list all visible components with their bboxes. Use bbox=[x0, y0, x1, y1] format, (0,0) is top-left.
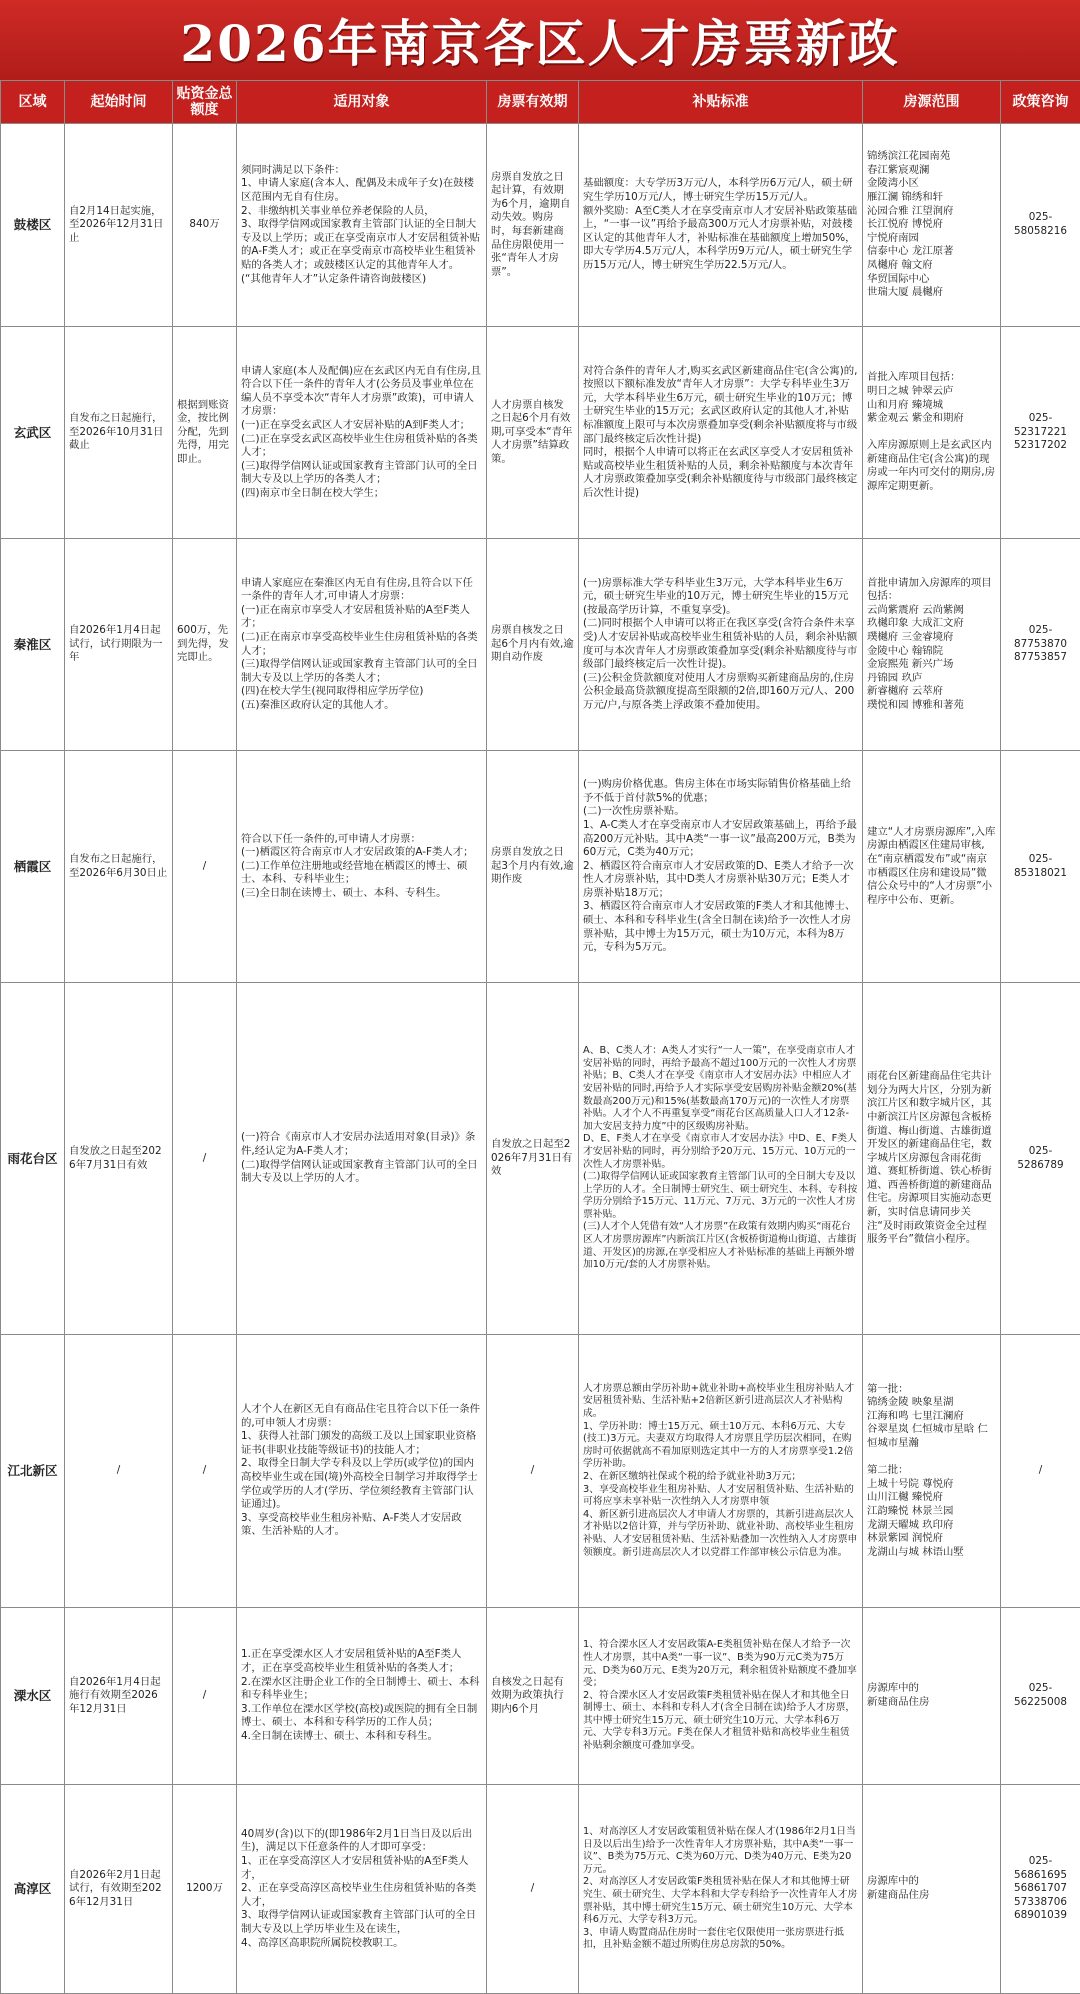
start-cell: 自2月14日起实施，至2026年12月31日止 bbox=[65, 124, 173, 327]
subsidy-cell: 基础额度：大专学历3万元/人，本科学历6万元/人，硕士研究生学历10万元/人，博士研究生学历15万元/人。 额外奖励：A至C类人才在享受南京市人才安居补贴政策基础上，“一事一议”再给予最高300万元人才房票补贴，对鼓楼区认定的其他青年人才，补贴标准在基础额度上增加50%，即大专学历4.5万元/人，本科学历9万元/人，硕士研究生学历15万元/人，博士研究生学历22.5万元/人。 bbox=[579, 124, 863, 327]
housing-cell: 建立“人才房票房源库”,入库房源由栖霞区住建局审核,在“南京栖霞发布”或“南京市栖霞区住房和建设局”微信公众号中的“人才房票”小程序中公布、更新。 bbox=[863, 751, 1001, 983]
start-cell: 自发布之日起施行，至2026年10月31日截止 bbox=[65, 327, 173, 539]
header-contact: 政策咨询 bbox=[1001, 81, 1080, 124]
start-cell: 自2026年2月1日起试行，有效期至2026年12月31日 bbox=[65, 1785, 173, 1994]
start-cell: 自发放之日起至2026年7月31日有效 bbox=[65, 983, 173, 1335]
housing-cell: 首批申请加入房源库的项目包括： 云尚紫震府 云尚紫阙 玖樾印象 大成汇文府 璞樾府 三金睿境府 金陵中心 翰锦院 金宸熙苑 新兴广场 丹锦园 玖庐 新睿樾府 云萃府 璞悦和园 博雅和著苑 bbox=[863, 539, 1001, 751]
housing-cell: 房源库中的 新建商品住房 bbox=[863, 1785, 1001, 1994]
contact-cell: 025- 87753870 87753857 bbox=[1001, 539, 1080, 751]
target-cell: 须同时满足以下条件： 1、申请人家庭(含本人、配偶及未成年子女)在鼓楼区范围内无自有住房。 2、非缴纳机关事业单位养老保险的人员， 3、取得学信网或国家教育主管部门认证的全日制大专及以上学历；或正在享受南京市人才安居租赁补贴的A-F类人才；或正在享受南京市高校毕业生租赁补贴的各类人才；或鼓楼区认定的其他青年人才。 (“其他青年人才”认定条件请咨询鼓楼区) bbox=[237, 124, 487, 327]
header-fund-total: 贴资金总额度 bbox=[173, 81, 237, 124]
district-cell: 玄武区 bbox=[1, 327, 65, 539]
validity-cell: / bbox=[487, 1785, 579, 1994]
table-row bbox=[1, 1335, 1080, 1608]
fund-cell: 根据到账资金，按比例分配，先到先得，用完即止。 bbox=[173, 327, 237, 539]
table-row bbox=[1, 327, 1080, 539]
subsidy-cell: A、B、C类人才：A类人才实行“一人一策”，在享受南京市人才安居补贴的同时，再给予最高不超过100万元的一次性人才房票补贴；B、C类人才在享受《南京市人才安居办法》中相应人才安居补贴的同时,再给予人才实际享受安居购房补贴金额20%(基数最高200万元)和15%(基数最高170万元)的一次性人才房票补贴。人才个人不再重复享受“雨花台区高质量人口人才12条-加大安居支持力度”中的区级购房补贴。 D、E、F类人才在享受《南京市人才安居办法》中D、E、F类人才安居补贴的同时，再分别给予20万元、15万元、10万元的一次性人才房票补贴。 (二)取得学信网认证或国家教育主管部门认可的全日制大专及以上学历的人才。全日制博士研究生、硕士研究生、本科、专科按学历分别给予15万元、11万元、7万元、3万元的一次性人才房票补贴。 (三)人才个人凭借有效“人才房票”在政策有效期内购买“雨花台区人才房票房源库”内新滨江片区(含板桥街道梅山街道、古雄街道、开发区)的房源,在享受相应人才补贴标准的基础上再额外增加10万元/套的人才房票补贴。 bbox=[579, 983, 863, 1335]
header-validity: 房票有效期 bbox=[487, 81, 579, 124]
header-target: 适用对象 bbox=[237, 81, 487, 124]
contact-cell: 025- 5286789 bbox=[1001, 983, 1080, 1335]
fund-cell: / bbox=[173, 1335, 237, 1608]
housing-cell: 第一批： 锦绣金陵 映象星湖 江海和鸣 七里江澜府 谷翠星岚 仁恒城市星晗 仁恒城市星瀚 第二批： 上城十号院 尊悦府 山川江樾 臻悦府 江韵臻悦 林景兰园 龙湖天曜城 玖印府 林景紫园 润悦府 龙湖山与城 林语山墅 bbox=[863, 1335, 1001, 1608]
subsidy-cell: 对符合条件的青年人才,购买玄武区新建商品住宅(含公寓)的,按照以下额标准发放“青年人才房票”：大学专科毕业生3万元，大学本科毕业生6万元，硕士研究生毕业的10万元；博士研究生毕业的15万元；玄武区政府认定的其他人才,补贴标准额度上限可与本次房票叠加享受(剩余补贴额度将与市级部门最终核定后次性计提) 同时，根据个人申请可以将正在玄武区享受人才安居租赁补贴或高校毕业生租赁补贴的人员，剩余补贴额度与本次青年人才房票政策叠加享受(剩余补贴额度待与市级部门最终核定后次性计提) bbox=[579, 327, 863, 539]
start-cell: 自2026年1月4日起试行，试行期限为一年 bbox=[65, 539, 173, 751]
subsidy-cell: 人才房票总额由学历补助+就业补助+高校毕业生租房补贴人才安居租赁补贴、生活补贴+2倍新区新引进高层次人才补贴构成。 1、学历补助：博士15万元、硕士10万元、本科6万元、大专(技工)3万元。夫妻双方均取得人才房票且学历层次相同，在购房时可依据就高不看加原则选定其中一方的人才房票享受1.2倍学历补助。 2、在新区缴纳社保或个税的给予就业补助3万元； 3、享受高校毕业生租房补贴、人才安居租赁补贴、生活补贴的可将应享未享补贴一次性纳入人才房票申领 4、新区新引进高层次人才申请人才房票的，其新引进高层次人才补贴以2倍计算，并与学历补助、就业补助、高校毕业生租房补贴、人才安居租赁补贴、生活补贴叠加一次性纳入人才房票申领额度。新引进高层次人才以党群工作部审核公示信息为准。 bbox=[579, 1335, 863, 1608]
validity-cell: 人才房票自核发之日起6个月有效期,可享受本“青年人才房票”结算政策。 bbox=[487, 327, 579, 539]
target-cell: 符合以下任一条件的,可申请人才房票： (一)栖霞区符合南京市人才安居政策的A-F类人才； (二)工作单位注册地或经营地在栖霞区的博士、硕士、本科、专科毕业生； (三)全日制在读博士、硕士、本科、专科生。 bbox=[237, 751, 487, 983]
fund-cell: 840万 bbox=[173, 124, 237, 327]
housing-cell: 锦绣滨江花园南苑 春江紫宸观澜 金陵湾小区 雁江澜 锦绣和轩 沁园合雅 江望润府 长江悦府 博悦府 宁悦府南园 信泰中心 龙江原著 凤樾府 翰文府 华贸国际中心 世瑞大厦 晨樾府 bbox=[863, 124, 1001, 327]
title-banner bbox=[0, 0, 1080, 80]
fund-cell: / bbox=[173, 1608, 237, 1785]
district-cell: 鼓楼区 bbox=[1, 124, 65, 327]
validity-cell: 房票自发放之日起计算，有效期为6个月，逾期自动失效。购房时，每套新建商品住房限使用一张“青年人才房票”。 bbox=[487, 124, 579, 327]
target-cell: (一)符合《南京市人才安居办法适用对象(目录)》条件,经认定为A-F类人才； (二)取得学信网认证或国家教育主管部门认可的全日制大专及以上学历的人才。 bbox=[237, 983, 487, 1335]
subsidy-cell: 1、符合溧水区人才安居政策A-E类租赁补贴在保人才给予一次性人才房票，其中A类“一事一议”、B类为90万元C类为75万元、D类为60万元、E类为20万元，剩余租赁补贴额度不叠加享受； 2、符合溧水区人才安居政策F类租赁补贴在保人才和其他全日制博士、硕士、本科和专科人才(含全日制在读)给予人才房票，其中博士研究生15万元、硕士研究生10万元、大学本科6万元、大学专科3万元。F类在保人才租赁补贴和高校毕业生租赁补贴剩余额度可叠加享受。 bbox=[579, 1608, 863, 1785]
validity-cell: 自核发之日起有效期为政策执行期内6个月 bbox=[487, 1608, 579, 1785]
district-cell: 江北新区 bbox=[1, 1335, 65, 1608]
district-cell: 栖霞区 bbox=[1, 751, 65, 983]
validity-cell: 自发放之日起至2026年7月31日有效 bbox=[487, 983, 579, 1335]
table-row bbox=[1, 751, 1080, 983]
fund-cell: 600万，先到先得，发完即止。 bbox=[173, 539, 237, 751]
fund-cell: 1200万 bbox=[173, 1785, 237, 1994]
subsidy-cell: (一)购房价格优惠。售房主体在市场实际销售价格基础上给予不低于首付款5%的优惠； (二)一次性房票补贴。 1、A-C类人才在享受南京市人才安居政策基础上，再给予最高200万元补贴。其中A类“一事一议”最高200万元，B类为60万元，C类为40万元； 2、栖霞区符合南京市人才安居政策的D、E类人才给予一次性人才房票补贴，其中D类人才房票补贴30万元；E类人才房票补贴18万元； 3、栖霞区符合南京市人才安居政策的F类人才和其他博士、硕士、本科和专科毕业生(含全日制在读)给予一次性人才房票补贴，其中博士为15万元，硕士为10万元，本科为8万元，专科为5万元。 bbox=[579, 751, 863, 983]
target-cell: 1.正在享受溧水区人才安居租赁补贴的A至F类人才，正在享受高校毕业生租赁补贴的各类人才； 2.在溧水区注册企业工作的全日制博士、硕士、本科和专科毕业生； 3.工作单位在溧水区学校(高校)或医院的拥有全日制博士、硕士、本科和专科学历的工作人员； 4.全日制在读博士、硕士、本科和专科生。 bbox=[237, 1608, 487, 1785]
table-row bbox=[1, 1785, 1080, 1994]
district-cell: 雨花台区 bbox=[1, 983, 65, 1335]
contact-cell: 025- 58058216 bbox=[1001, 124, 1080, 327]
housing-cell: 首批入库项目包括： 明日之城 钟翠云庐 山和月府 臻境城 紫金观云 紫金和期府 入库房源原则上是玄武区内新建商品住宅(含公寓)的现房或一年内可交付的期房,房源库定期更新。 bbox=[863, 327, 1001, 539]
start-cell: / bbox=[65, 1335, 173, 1608]
table-row bbox=[1, 983, 1080, 1335]
subsidy-cell: 1、对高淳区人才安居政策租赁补贴在保人才(1986年2月1日当日及以后出生)给予一次性青年人才房票补贴，其中A类“一事一议”、B类为75万元、C类为60万元、D类为40万元、E类为20万元。 2、对高淳区人才安居政策F类租赁补贴在保人才和其他博士研究生、硕士研究生、大学本科和大学专科给予一次性青年人才房票补贴，其中博士研究生15万元、硕士研究生10万元、大学本科6万元、大学专科3万元。 3、申请人购置商品住房时一套住宅仅限使用一张房票进行抵扣，且补贴金额不超过所购住房总房款的50%。 bbox=[579, 1785, 863, 1994]
district-cell: 秦淮区 bbox=[1, 539, 65, 751]
housing-cell: 雨花台区新建商品住宅共计划分为两大片区，分别为新滨江片区和数字城片区，其中新滨江片区房源包含板桥街道、梅山街道、古雄街道开发区的新建商品住宅，数字城片区房源包含雨花街道、赛虹桥街道、铁心桥街道、西善桥街道的新建商品住宅。房源项目实施动态更新，实时信息请同步关注“及时雨政策资金全过程服务平台”微信小程序。 bbox=[863, 983, 1001, 1335]
policy-table bbox=[0, 80, 1080, 1994]
header-start-time: 起始时间 bbox=[65, 81, 173, 124]
table-row bbox=[1, 1608, 1080, 1785]
contact-cell: 025- 56225008 bbox=[1001, 1608, 1080, 1785]
header-row bbox=[1, 81, 1080, 124]
contact-cell: / bbox=[1001, 1335, 1080, 1608]
start-cell: 自发布之日起施行，至2026年6月30日止 bbox=[65, 751, 173, 983]
contact-cell: 025- 56861695 56861707 57338706 68901039 bbox=[1001, 1785, 1080, 1994]
fund-cell: / bbox=[173, 751, 237, 983]
fund-cell: / bbox=[173, 983, 237, 1335]
header-district: 区域 bbox=[1, 81, 65, 124]
subsidy-cell: (一)房票标准大学专科毕业生3万元，大学本科毕业生6万元，硕士研究生毕业的10万元，博士研究生毕业的15万元(按最高学历计算，不重复享受)。 (二)同时根据个人申请可以将正在我区享受(含符合条件未享受)人才安居补贴或高校毕业生租赁补贴的人员，剩余补贴额度可与本次青年人才房票政策叠加享受(剩余补贴额度待与市级部门最终核定后一次性计提)。 (三)公积金贷款额度对使用人才房票购买新建商品房的,住房公积金最高贷款额度提高至限额的2倍,即160万元/人、200万元/户,与原各类上浮政策不叠加使用。 bbox=[579, 539, 863, 751]
table-row bbox=[1, 124, 1080, 327]
housing-cell: 房源库中的 新建商品住房 bbox=[863, 1608, 1001, 1785]
district-cell: 溧水区 bbox=[1, 1608, 65, 1785]
target-cell: 40周岁(含)以下的(即1986年2月1日当日及以后出生)，满足以下任意条件的人才即可享受： 1、正在享受高淳区人才安居租赁补贴的A至F类人才， 2、正在享受高淳区高校毕业生住房租赁补贴的各类人才， 3、取得学信网认证或国家教育主管部门认可的全日制大专及以上学历毕业生及在读生， 4、高淳区高职院所属院校教职工。 bbox=[237, 1785, 487, 1994]
header-subsidy: 补贴标准 bbox=[579, 81, 863, 124]
validity-cell: 房票自发放之日起3个月内有效,逾期作废 bbox=[487, 751, 579, 983]
target-cell: 申请人家庭应在秦淮区内无自有住房,且符合以下任一条件的青年人才,可申请人才房票： (一)正在南京市享受人才安居租赁补贴的A至F类人才； (二)正在南京市享受高校毕业生住房租赁补贴的各类人才； (三)取得学信网认证或国家教育主管部门认可的全日制大专及以上学历的各类人才； (四)在校大学生(视同取得相应学历学位) (五)秦淮区政府认定的其他人才。 bbox=[237, 539, 487, 751]
page-title: 2026年南京各区人才房票新政 bbox=[180, 4, 899, 76]
contact-cell: 025- 52317221 52317202 bbox=[1001, 327, 1080, 539]
district-cell: 高淳区 bbox=[1, 1785, 65, 1994]
target-cell: 申请人家庭(本人及配偶)应在玄武区内无自有住房,且符合以下任一条件的青年人才(公务员及事业单位在编人员不享受本次“青年人才房票”政策)，可申请人才房票： (一)正在享受玄武区人才安居补贴的A到F类人才； (二)正在享受玄武区高校毕业生住房租赁补贴的各类人才； (三)取得学信网认证或国家教育主管部门认可的全日制大专及以上学历的各类人才； (四)南京市全日制在校大学生； bbox=[237, 327, 487, 539]
table-row bbox=[1, 539, 1080, 751]
target-cell: 人才个人在新区无自有商品住宅且符合以下任一条件的,可申领人才房票： 1、获得人社部门颁发的高级工及以上国家职业资格证书(非职业技能等级证书)的技能人才； 2、取得全日制大学专科及以上学历(或学位)的国内高校毕业生或在国(境)外高校全日制学习并取得学士学位或学历的人才(学历、学位须经教育主管部门认证通过)。 3、享受高校毕业生租房补贴、A-F类人才安居政策、生活补贴的人才。 bbox=[237, 1335, 487, 1608]
header-housing: 房源范围 bbox=[863, 81, 1001, 124]
validity-cell: / bbox=[487, 1335, 579, 1608]
validity-cell: 房票自核发之日起6个月内有效,逾期自动作废 bbox=[487, 539, 579, 751]
start-cell: 自2026年1月4日起施行有效期至2026年12月31日 bbox=[65, 1608, 173, 1785]
contact-cell: 025- 85318021 bbox=[1001, 751, 1080, 983]
